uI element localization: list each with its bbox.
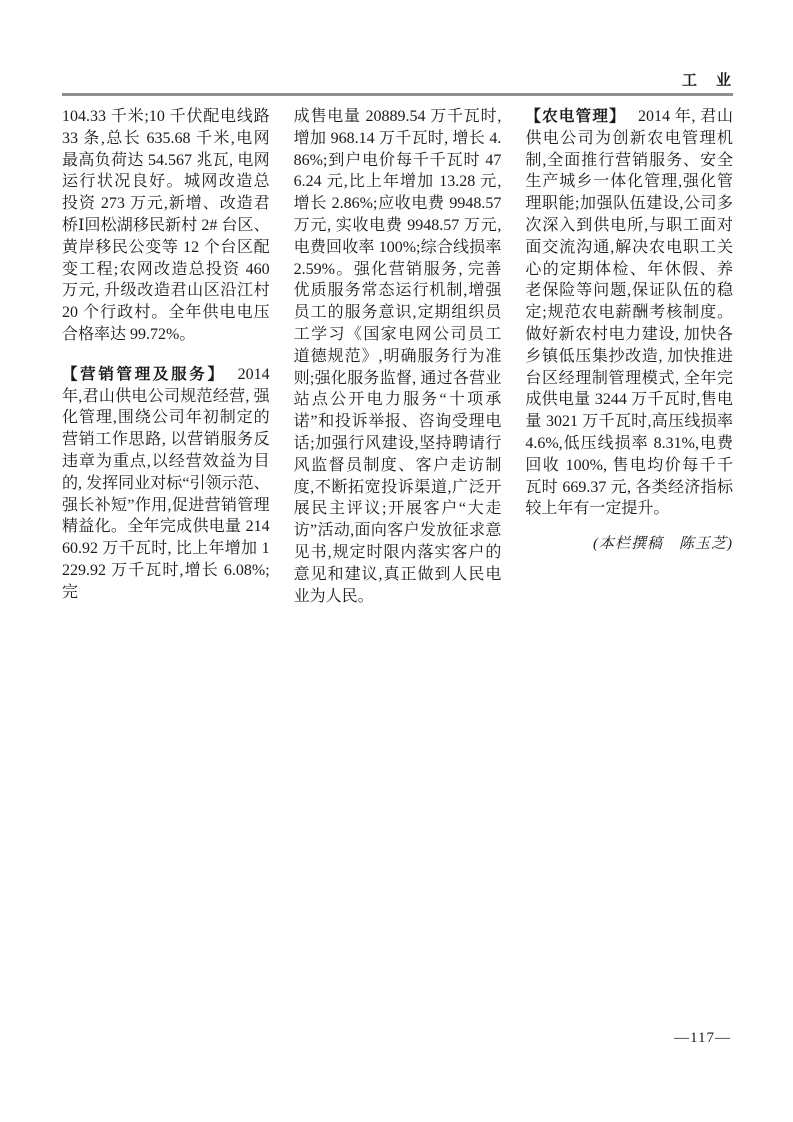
paragraph-continuation-prev-page: 104.33 千米;10 千伏配电线路 33 条,总长 635.68 千米,电网最高负荷达 54.567 兆瓦, 电网运行状况良好。城网改造总投资 273 万元,新增、改造君桥Ⅰ回松湖移民新村 2# 台区、黄岸移民公变等 12 个台区配变工程;农网改造总投资 460 万元, 升级改造君山区沿江村 20 个行政村。全年供电电压合格率达 99.72%。 xyxy=(62,108,270,343)
column-2 xyxy=(294,106,502,607)
entry-text-marketing: 2014 年,君山供电公司规范经营, 强化管理,围绕公司年初制定的营销工作思路, 以营销服务反违章为重点,以经营效益为目的, 发挥同业对标“引领示范、强长补短”作用,促进营销管理精益化。全年完成供电量 21460.92 万千瓦时, 比上年增加 1229.92 万千瓦时,增长 6.08%;完 xyxy=(62,365,270,601)
entry-heading-rural-power: 【农电管理】 xyxy=(525,107,626,125)
entry-rural-power xyxy=(525,106,733,520)
column-3 xyxy=(525,106,733,556)
entry-marketing xyxy=(62,364,270,604)
column-1 xyxy=(62,106,270,604)
entry-text-rural-power: 2014 年, 君山供电公司为创新农电管理机制,全面推行营销服务、安全生产城乡一体化管理,强化管理职能;加强队伍建设,公司多次深入到供电所,与职工面对面交流沟通,解决农电职工关心的定期体检、年休假、养老保险等问题,保证队伍的稳定;规范农电薪酬考核制度。做好新农村电力建设, 加快各乡镇低压集抄改造, 加快推进台区经理制管理模式, 全年完成供电量 3244 万千瓦时,售电量 3021 万千瓦时,高压线损率 4.6%,低压线损率 8.31%,电费回收 100%, 售电均价每千千瓦时 669.37 元, 各类经济指标较上年有一定提升。 xyxy=(525,108,734,518)
entry-heading-marketing: 【营销管理及服务】 xyxy=(62,364,226,383)
paragraph-continuation-marketing: 成售电量 20889.54 万千瓦时,增加 968.14 万千瓦时, 增长 4.86%;到户电价每千千瓦时 476.24 元,比上年增加 13.28 元,增长 2.86%;应收电费 9948.57 万元, 实收电费 9948.57 万元, 电费回收率 100%;综合线损率 2.59%。强化营销服务, 完善优质服务常态运行机制,增强员工的服务意识,定期组织员工学习《国家电网公司员工道德规范》,明确服务行为准则;强化服务监督, 通过各营业站点公开电力服务“十项承诺”和投诉举报、咨询受理电话;加强行风建设,坚持聘请行风监督员制度、客户走访制度,不断拓宽投诉渠道,广泛开展民主评议;开展客户“大走访”活动,面向客户发放征求意见书,规定时限内落实客户的意见和建议,真正做到人民电业为人民。 xyxy=(293,108,502,605)
running-head: 工 业 xyxy=(681,73,733,89)
header-rule xyxy=(62,93,733,96)
text-columns xyxy=(62,106,733,607)
contributor-signature: (本栏撰稿 陈玉芝) xyxy=(593,536,734,553)
page-number: —117— xyxy=(674,1030,731,1046)
